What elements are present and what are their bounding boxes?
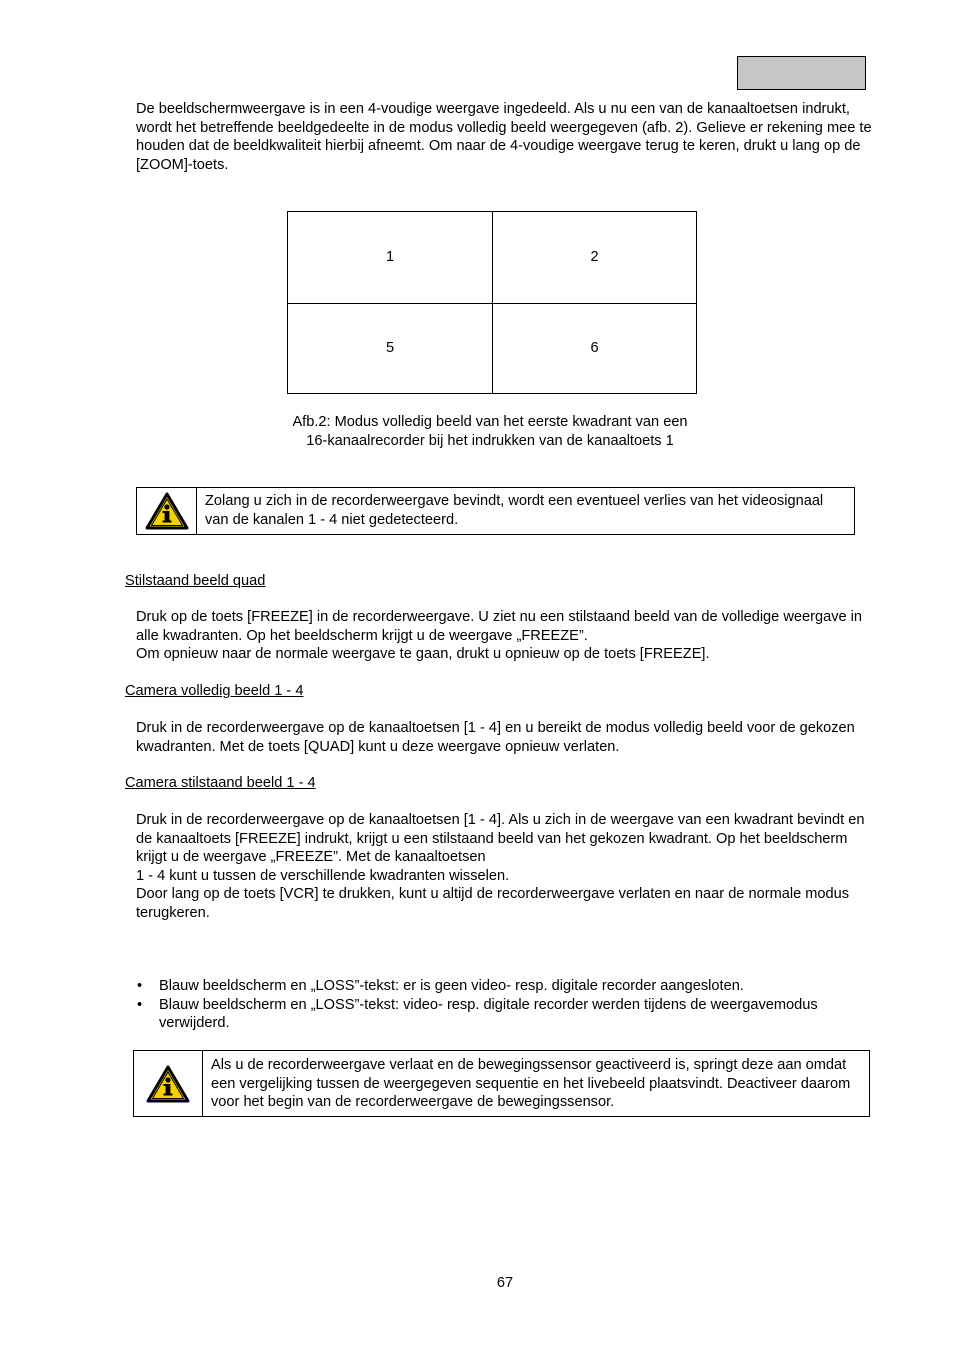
warning-icon <box>146 1065 190 1103</box>
quad-cell-2: 2 <box>492 212 696 303</box>
section-body-camera-fullscreen <box>136 719 876 756</box>
section-body-freeze-quad <box>136 608 876 664</box>
section-line: Druk in de recorderweergave op de kanaaltoetsen [1 - 4]. Als u zich in de weergave van een kwadrant bevindt en de kanaaltoets [FREEZE] indrukt, krijgt u een stilstaand beeld van het gekozen kwadrant. Op het beeldscherm krijgt u de weergave „FREEZE”. Met de kanaaltoetsen <box>136 812 865 865</box>
section-line: Door lang op de toets [VCR] te drukken, kunt u altijd de recorderweergave verlaten en naar de normale modus terugkeren. <box>136 886 850 921</box>
notice-text-1: Zolang u zich in de recorderweergave bevindt, wordt een eventueel verlies van het videosignaal van de kanalen 1 - 4 niet gedetecteerd. <box>205 493 824 528</box>
section-body-camera-freeze <box>136 811 876 922</box>
section-line: 1 - 4 kunt u tussen de verschillende kwadranten wisselen. <box>136 867 510 884</box>
section-line: Druk op de toets [FREEZE] in de recorderweergave. U ziet nu een stilstaand beeld van de volledige weergave in alle kwadranten. Op het beeldscherm krijgt u de weergave „FREEZE”. <box>136 609 863 644</box>
section-heading-freeze-quad: Stilstaand beeld quad <box>125 573 266 589</box>
quad-cell-6: 6 <box>492 303 696 394</box>
list-item-text: Blauw beeldscherm en „LOSS”-tekst: video- resp. digitale recorder werden tijdens de weergavemodus verwijderd. <box>159 996 818 1031</box>
warning-icon <box>145 492 189 530</box>
intro-paragraph: De beeldschermweergave is in een 4-voudige weergave ingedeeld. Als u nu een van de kanaaltoetsen indrukt, wordt het betreffende beeldgedeelte in de modus volledig beeld weergegeven (afb. 2). Gelieve er rekening mee te houden dat de beeldkwaliteit hierbij afneemt. Om naar de 4-voudige weergave terug te keren, drukt u lang op de [ZOOM]-toets. <box>136 101 872 173</box>
bullet-dot: • <box>137 978 143 994</box>
list-item <box>136 996 836 1033</box>
list-item <box>136 977 836 996</box>
section-heading-camera-fullscreen: Camera volledig beeld 1 - 4 <box>125 683 304 699</box>
section-line: Druk in de recorderweergave op de kanaaltoetsen [1 - 4] en u bereikt de modus volledig beeld voor de gekozen kwadranten. Met de toets [QUAD] kunt u deze weergave opnieuw verlaten. <box>136 720 855 755</box>
bullet-dot: • <box>137 996 143 1013</box>
section-heading-camera-freeze: Camera stilstaand beeld 1 - 4 <box>125 775 316 791</box>
quad-cell-5: 5 <box>288 303 492 394</box>
notice-box-2 <box>133 1050 870 1117</box>
page-number: 67 <box>496 1275 514 1291</box>
notice-text-2: Als u de recorderweergave verlaat en de bewegingssensor geactiveerd is, springt deze aan omdat een vergelijking tussen de weergegeven sequentie en het livebeeld plaatsvindt. Deactiveer daarom voor het begin van de recorderweergave de bewegingssensor. <box>211 1057 851 1110</box>
figure-caption <box>240 413 740 450</box>
quad-cell-1: 1 <box>385 249 395 265</box>
notice-box-1 <box>136 487 855 535</box>
list-item-text: Blauw beeldscherm en „LOSS”-tekst: er is geen video- resp. digitale recorder aangesloten. <box>159 978 744 994</box>
loss-bullet-list <box>136 977 836 1033</box>
figure-caption-line-2: 16-kanaalrecorder bij het indrukken van de kanaaltoets 1 <box>306 432 674 449</box>
language-tab-box <box>737 56 866 90</box>
section-line: Om opnieuw naar de normale weergave te gaan, drukt u opnieuw op de toets [FREEZE]. <box>136 646 710 662</box>
quad-diagram <box>287 211 697 394</box>
notice-icon-cell <box>134 1051 203 1116</box>
figure-caption-line-1: Afb.2: Modus volledig beeld van het eerste kwadrant van een <box>292 414 688 430</box>
notice-icon-cell <box>137 488 197 534</box>
